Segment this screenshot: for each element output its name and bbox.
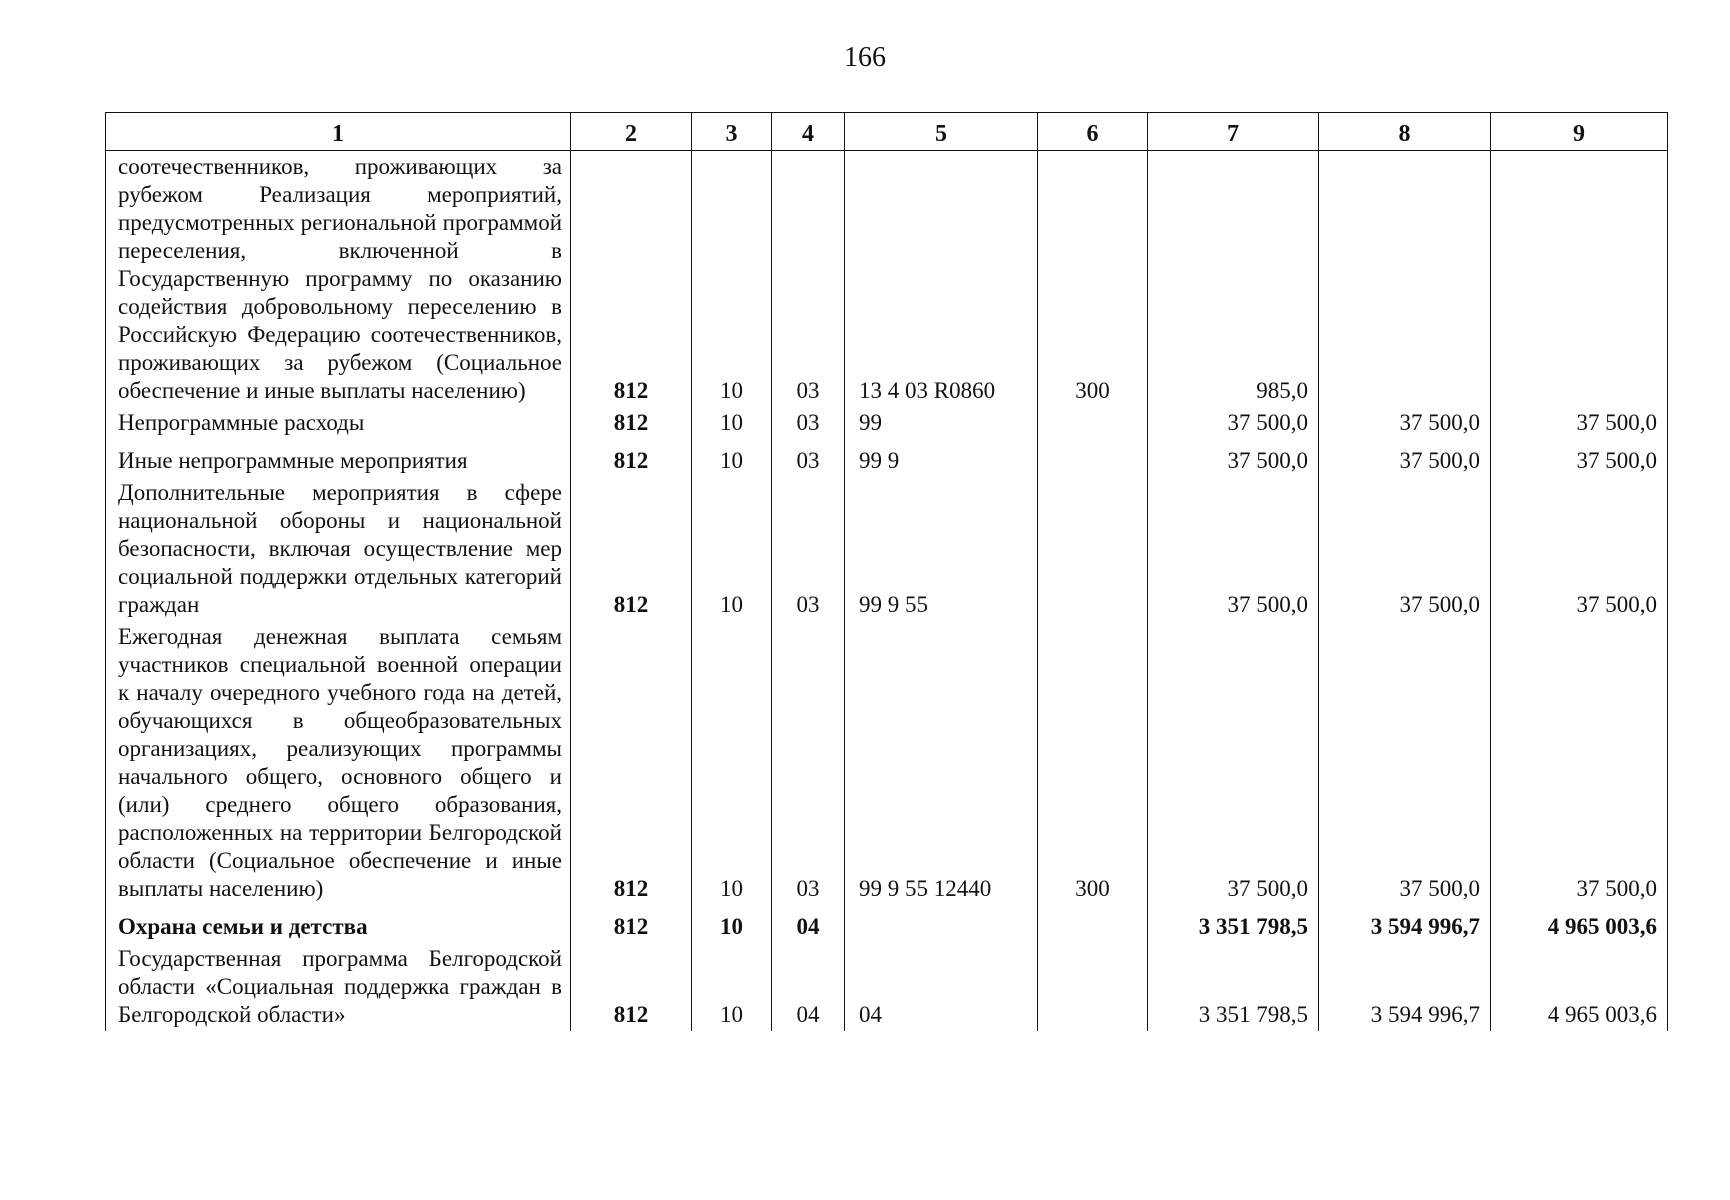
row-code-main: 812 — [571, 621, 692, 905]
row-code-main: 812 — [571, 407, 692, 439]
table-row — [106, 439, 1668, 477]
row-amount-col7: 985,0 — [1148, 151, 1319, 408]
row-amount-col9: 37 500,0 — [1491, 407, 1668, 439]
table-row — [106, 943, 1668, 1031]
row-section: 10 — [692, 621, 772, 905]
row-code-main: 812 — [571, 151, 692, 408]
budget-table — [105, 112, 1668, 1031]
row-code-main: 812 — [571, 439, 692, 477]
row-amount-col9 — [1491, 151, 1668, 408]
row-section: 10 — [692, 151, 772, 408]
row-amount-col7: 37 500,0 — [1148, 407, 1319, 439]
row-amount-col9: 37 500,0 — [1491, 621, 1668, 905]
header-col-2: 2 — [571, 113, 692, 151]
header-col-5: 5 — [845, 113, 1038, 151]
row-description: Непрограммные расходы — [106, 407, 571, 439]
header-col-8: 8 — [1319, 113, 1491, 151]
row-expense-type — [1038, 943, 1148, 1031]
header-col-7: 7 — [1148, 113, 1319, 151]
row-amount-col8: 37 500,0 — [1319, 439, 1491, 477]
header-col-9: 9 — [1491, 113, 1668, 151]
row-amount-col7: 37 500,0 — [1148, 621, 1319, 905]
row-description: Дополнительные мероприятия в сфере национальной обороны и национальной безопасности, включая осуществление мер социальной поддержки отдельных категорий граждан — [106, 477, 571, 621]
header-col-4: 4 — [772, 113, 845, 151]
row-target-article: 99 9 — [845, 439, 1038, 477]
row-amount-col7: 37 500,0 — [1148, 439, 1319, 477]
header-col-1: 1 — [106, 113, 571, 151]
row-expense-type — [1038, 477, 1148, 621]
row-code-main: 812 — [571, 943, 692, 1031]
row-amount-col9: 37 500,0 — [1491, 477, 1668, 621]
row-target-article: 13 4 03 R0860 — [845, 151, 1038, 408]
row-subsection: 03 — [772, 407, 845, 439]
row-description: Иные непрограммные мероприятия — [106, 439, 571, 477]
row-amount-col9: 4 965 003,6 — [1491, 905, 1668, 943]
row-target-article: 99 — [845, 407, 1038, 439]
row-code-main: 812 — [571, 905, 692, 943]
table-row — [106, 905, 1668, 943]
header-col-3: 3 — [692, 113, 772, 151]
row-amount-col7: 37 500,0 — [1148, 477, 1319, 621]
row-amount-col9: 37 500,0 — [1491, 439, 1668, 477]
row-section: 10 — [692, 905, 772, 943]
table-row — [106, 621, 1668, 905]
row-subsection: 03 — [772, 439, 845, 477]
row-subsection: 04 — [772, 943, 845, 1031]
row-description: соотечественников, проживающих за рубежом Реализация мероприятий, предусмотренных региональной программой переселения, включенной в Государственную программу по оказанию содействия добровольному переселению в Российскую Федерацию соотечественников, проживающих за рубежом (Социальное обеспечение и иные выплаты населению) — [106, 151, 571, 408]
row-description: Государственная программа Белгородской области «Социальная поддержка граждан в Белгородской области» — [106, 943, 571, 1031]
row-description: Ежегодная денежная выплата семьям участников специальной военной операции к началу очередного учебного года на детей, обучающихся в общеобразовательных организациях, реализующих программы начального общего, основного общего и (или) среднего общего образования, расположенных на территории Белгородской области (Социальное обеспечение и иные выплаты населению) — [106, 621, 571, 905]
row-amount-col8: 3 594 996,7 — [1319, 905, 1491, 943]
row-amount-col8 — [1319, 151, 1491, 408]
table-row — [106, 407, 1668, 439]
row-subsection: 03 — [772, 477, 845, 621]
table-body — [106, 151, 1668, 1032]
header-row — [106, 113, 1668, 151]
row-target-article: 99 9 55 12440 — [845, 621, 1038, 905]
row-section: 10 — [692, 943, 772, 1031]
row-section: 10 — [692, 439, 772, 477]
row-target-article — [845, 905, 1038, 943]
budget-table-container — [105, 112, 1667, 1031]
row-amount-col8: 37 500,0 — [1319, 621, 1491, 905]
row-expense-type — [1038, 439, 1148, 477]
row-section: 10 — [692, 477, 772, 621]
table-row — [106, 477, 1668, 621]
page-number: 166 — [844, 42, 886, 73]
row-subsection: 04 — [772, 905, 845, 943]
row-amount-col8: 37 500,0 — [1319, 477, 1491, 621]
row-amount-col7: 3 351 798,5 — [1148, 905, 1319, 943]
row-code-main: 812 — [571, 477, 692, 621]
row-expense-type — [1038, 407, 1148, 439]
row-expense-type: 300 — [1038, 621, 1148, 905]
row-description: Охрана семьи и детства — [106, 905, 571, 943]
row-subsection: 03 — [772, 151, 845, 408]
row-amount-col8: 3 594 996,7 — [1319, 943, 1491, 1031]
row-expense-type — [1038, 905, 1148, 943]
row-subsection: 03 — [772, 621, 845, 905]
row-target-article: 04 — [845, 943, 1038, 1031]
row-section: 10 — [692, 407, 772, 439]
row-expense-type: 300 — [1038, 151, 1148, 408]
row-amount-col9: 4 965 003,6 — [1491, 943, 1668, 1031]
row-amount-col7: 3 351 798,5 — [1148, 943, 1319, 1031]
row-amount-col8: 37 500,0 — [1319, 407, 1491, 439]
row-target-article: 99 9 55 — [845, 477, 1038, 621]
table-row — [106, 151, 1668, 408]
header-col-6: 6 — [1038, 113, 1148, 151]
